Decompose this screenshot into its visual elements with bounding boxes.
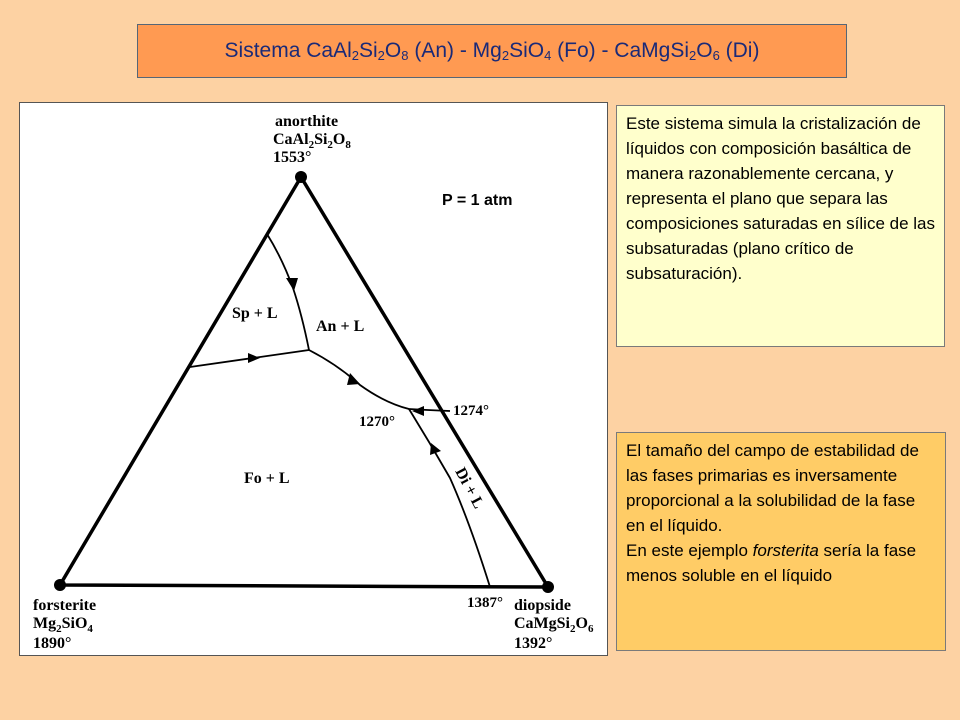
anorthite-name: anorthite — [275, 113, 339, 130]
forsterite-formula: $Mg_2SiO_4$ — [33, 615, 93, 635]
forsterite-corner-dot — [54, 579, 66, 591]
arrow-sp-an — [286, 278, 298, 291]
arrow-sp-fo — [248, 353, 260, 363]
forsterita-term: forsterita — [752, 541, 819, 560]
info-note-solubility-text: El tamaño del campo de estabilidad de las fases primarias es inversamente proporcional a la solubilidad de la fase en el líquido. — [626, 441, 919, 535]
field-sp-label: Sp + L — [232, 305, 278, 322]
field-di-label: Di + L — [451, 464, 488, 512]
forsterite-temp: 1890° — [33, 635, 72, 652]
anorthite-formula: $CaAl_2Si_2O_8$ — [273, 131, 351, 151]
diopside-name: diopside — [514, 597, 571, 614]
info-note-solubility — [616, 432, 946, 651]
field-an-label: An + L — [316, 318, 365, 335]
ternary-phase-diagram — [20, 103, 609, 657]
boundary-sp-an — [267, 234, 309, 350]
point-1387-label: 1387° — [467, 595, 503, 611]
field-fo-label: Fo + L — [244, 470, 290, 487]
info-note-forsterite-text: En este ejemplo forsterita sería la fase menos soluble en el líquido — [626, 541, 917, 585]
pressure-label: P = 1 atm — [442, 192, 513, 209]
ternary-triangle — [60, 177, 548, 587]
point-1270-label: 1270° — [359, 414, 395, 430]
diopside-corner-dot — [542, 581, 554, 593]
diopside-formula: $CaMgSi_2O_6$ — [514, 615, 594, 635]
title-banner — [137, 24, 847, 78]
anorthite-corner-dot — [295, 171, 307, 183]
anorthite-temp: 1553° — [273, 149, 312, 166]
arrow-an-di — [412, 406, 424, 416]
diopside-temp: 1392° — [514, 635, 553, 652]
point-1274-label: 1274° — [453, 403, 489, 419]
boundary-an-fo — [309, 350, 409, 409]
forsterite-name: forsterite — [33, 597, 97, 614]
phase-diagram-panel — [19, 102, 608, 656]
info-note-basaltic-text: Este sistema simula la cristalización de líquidos con composición basáltica de manera razonablemente cercana, y representa el plano que separa las composiciones saturadas en sílice de las subsaturadas (plano crítico de subsaturación). — [626, 114, 935, 283]
page-title: Sistema $CaAl_2Si_2O_8$ $(An) - Mg_2SiO_4$ $(Fo) - CaMgSi_2O_6$ (Di) — [224, 39, 760, 63]
info-note-basaltic — [616, 105, 945, 347]
